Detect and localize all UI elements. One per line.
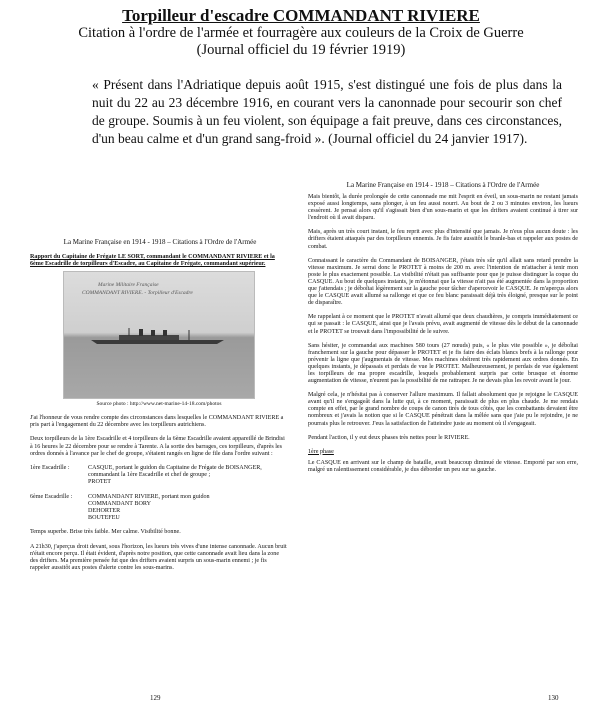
page-title: Torpilleur d'escadre COMMANDANT RIVIERE: [122, 6, 480, 25]
right-paragraph-last: Le CASQUE en arrivant sur le champ de bataille, avait beaucoup diminué de vitesse. Emporté par son erre, malgré un ralentissement considérable, je dus déborder un peu sur sa gauche.: [308, 459, 578, 473]
escadrille-6-ship: DEHORTER: [88, 508, 121, 515]
right-running-head: La Marine Française en 1914 - 1918 – Citations à l'Ordre de l'Armée: [346, 181, 540, 189]
escadrille-1-ship: PROTET: [88, 478, 112, 485]
escadrille-6-label: 6ème Escadrille :: [30, 494, 73, 501]
document-header: [0, 6, 602, 59]
right-paragraph: Me rappelant à ce moment que le PROTET n'avait allumé que deux chaudières, je compris immédiatement ce qui se passait : le CASQUE, ainsi que je l'avais prévu, avait augmenté de vitesse dès le début de la canonnade et le PROTET se trouvait dans l'impossibilité de le suivre.: [308, 314, 578, 335]
left-paragraph-1: J'ai l'honneur de vous rendre compte des circonstances dans lesquelles le COMMANDANT RIVIERE a pris part à l'engagement du 22 décembre avec les torpilleurs autrichiens.: [30, 415, 284, 429]
right-page-body: [308, 194, 578, 481]
left-paragraph-3: Temps superbe. Brise très faible. Mer calme. Visibilité bonne.: [30, 529, 181, 536]
right-paragraph: Pendant l'action, il y eut deux phases très nettes pour le RIVIERE.: [308, 434, 470, 441]
escadrille-6: [30, 494, 288, 522]
left-paragraph-2: Deux torpilleurs de la 1ère Escadrille et 4 torpilleurs de la 6ème Escadrille avaient appareillé de Brindisi à 16 heures le 22 décembre pour se rendre à Tarente. A la sortie des barrages, ces torpilleurs, d'après les ordres donnés à l'avance par le chef de groupe, s'étaient rangés en ligne de file dans l'ordre suivant :: [30, 436, 285, 457]
escadrille-6-ship: BOUTEFEU: [88, 515, 120, 522]
photo-caption-2: COMMANDANT RIVIERE. - Torpilleur d'Escadre: [82, 290, 193, 297]
photo-source: Source photo : http://www.net-marine-14-18.com/photos: [96, 401, 222, 408]
ship-silhouette-icon: [89, 328, 229, 344]
right-paragraph: Malgré cela, je n'hésitai pas à conserver l'allure maximum. Il fallait absolument que je rejoigne le CASQUE avant qu'il ne s'engageât dans la lutte qui, à ce moment, paraissait de plus en plus chaude. Je me rendais compte en effet, par le grand nombre de coups de canon tirés de tous côtés, que les combattants devaient être nombreux et j'avais la notion que si le CASQUE pénétrait dans la mêlée sans que j'aie pu le rejoindre, je ne pourrais plus le retrouver. J'eus la satisfaction de l'atteindre juste au moment où il s'engageait.: [308, 392, 578, 427]
citation-quote: « Présent dans l'Adriatique depuis août 1915, s'est distingué une fois de plus dans la nuit du 22 au 23 décembre 1916, en courant vers la canonnade pour secourir son chef de groupe. Soumis à un feu violent, son équipage a fait preuve, dans ces circonstances, d'un beau calme et d'un grand sang-froid ». (Journal officiel du 24 janvier 1917).: [92, 77, 562, 146]
escadrille-6-ship: COMMANDANT BORY: [88, 501, 152, 508]
left-page-body: [30, 254, 288, 579]
right-paragraph: Sans hésiter, je commandai aux machines 580 tours (27 nœuds) puis, « le plus vite possible », je déboîtai franchement sur la gauche pour dépasser le PROTET et je fis faire des éclats blancs brefs à la rallonge pour prévenir la ligne que j'augmentais de vitesse. Mes machines obéirent très rapidement aux ordres donnés. En quelques instants, je dépassais et perdais de vue le PROTET. Malheureusement, je perdais de vue également les torpilleurs de ma propre escadrille, lesquels probablement surpris par cette brusque et énorme augmentation de vitesse, n'eurent pas la possibilité de me rattraper. Je ne devais plus les revoir avant le jour.: [308, 342, 578, 385]
journal-line: (Journal officiel du 19 février 1919): [196, 42, 406, 58]
escadrille-6-ship: COMMANDANT RIVIERE, portant mon guidon: [88, 494, 210, 501]
escadrille-1: [30, 465, 288, 486]
ship-photo: [63, 271, 255, 399]
right-paragraph: Connaissant le caractère du Commandant de BOISANGER, j'étais très sûr qu'il allait sans retard prendre la vitesse maximum. Je serrai donc le PROTET à moins de 200 m. avec l'intention de m'attacher à tenir mon poste le plus exactement possible. La visibilité n'était pas suffisante pour que je puisse distinguer la coque du CASQUE. Au bout de quelques instants, je m'étonnai que la vitesse n'ait pas été augmentée dans la proportion que j'attendais ; je déboîtai légèrement sur la gauche pour tâcher d'apercevoir le CASQUE. Je m'aperçus alors que le CASQUE avait allumé sa rallonge et que ce feu blanc paraissait déjà très éloigné, presque sur le point de disparaître.: [308, 257, 578, 307]
right-paragraph: Mais, après un très court instant, le feu reprit avec plus d'intensité que jamais. Je n'eus plus aucun doute : les drifters étaient attaqués par des torpilleurs ennemis. Je fis faire aussitôt le branle-bas et rappeler aux postes de combat.: [308, 229, 578, 250]
left-paragraph-4: A 21h30, j'aperçus droit devant, sous l'horizon, les lueurs très vives d'une intense canonnade. Aucun bruit n'était encore perçu. Il était évident, d'après notre position, que cette canonnade avait lieu dans la zone des drifters. Ma première pensée fut que des drifters avaient surpris un sous-marin ennemi ; je fis rappeler aussitôt aux postes d'alerte contre les sous-marins.: [30, 543, 287, 571]
escadrille-1-ship: CASQUE, portant le guidon du Capitaine de Frégate de BOISANGER, commandant la 1ère Escadrille et chef de groupe ;: [88, 464, 262, 478]
rapport-title: Rapport du Capitaine de Frégate LE SORT, commandant le COMMANDANT RIVIERE et la 6ème Escadrille de torpilleurs d'Escadre, au Capitaine de Frégate, commandant supérieur.: [30, 254, 275, 268]
right-page-number: 130: [548, 694, 559, 702]
right-paragraph: Mais bientôt, la durée prolongée de cette canonnade me mit l'esprit en éveil, un sous-marin ne restant jamais exposé aussi longtemps, sans plonger, à un feu aussi nourri. Au bout de 2 ou 3 minutes environ, les lueurs cessèrent. Je pensai alors qu'il s'agissait bien d'un sous-marin et que les drifters avaient continué à tirer sur l'endroit où il avait disparu.: [308, 194, 578, 222]
left-running-head: La Marine Française en 1914 - 1918 – Citations à l'Ordre de l'Armée: [63, 238, 257, 246]
citation-line: Citation à l'ordre de l'armée et fourragère aux couleurs de la Croix de Guerre: [78, 25, 524, 41]
left-page-number: 129: [150, 694, 161, 702]
escadrille-1-label: 1ère Escadrille :: [30, 464, 70, 471]
phase-heading: 1ère phase: [308, 448, 334, 455]
photo-caption-1: Marine Militaire Française: [98, 282, 159, 289]
